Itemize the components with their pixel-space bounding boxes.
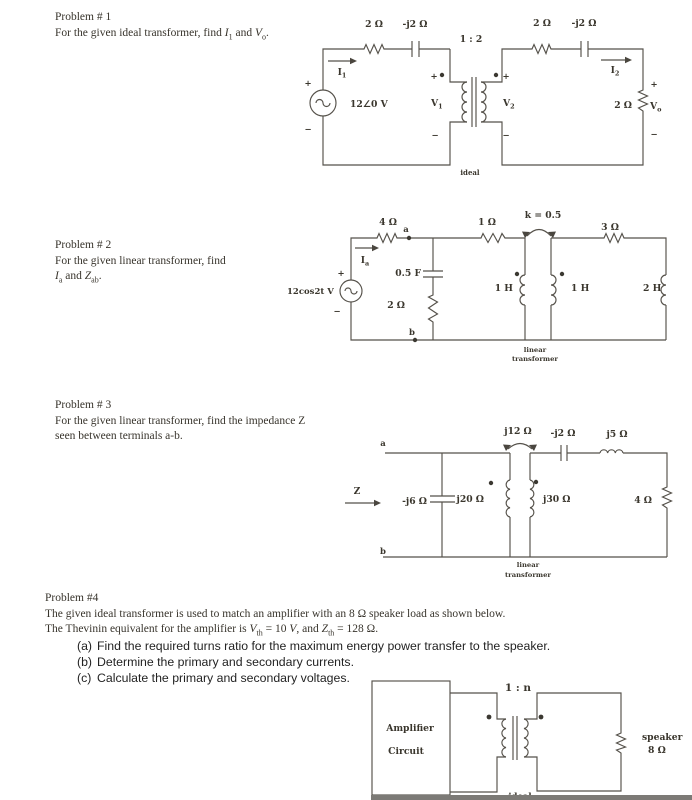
current-arrow-icon xyxy=(328,57,632,64)
svg-text:2 Ω: 2 Ω xyxy=(614,100,632,111)
problem4-text xyxy=(45,591,550,686)
svg-text:V2: $V_2$ xyxy=(503,98,515,111)
resistor-icon xyxy=(375,234,627,326)
svg-text:−: − xyxy=(431,131,439,141)
svg-text:Ia: $I_a$ xyxy=(360,255,370,268)
circuit1-ideal-transformer xyxy=(295,5,692,180)
svg-text:ideal: ideal xyxy=(460,168,480,177)
svg-text:j5 Ω: j5 Ω xyxy=(606,429,628,440)
coupling-arrow-icon xyxy=(522,230,556,239)
inductor-icon xyxy=(600,450,623,453)
problem1-text xyxy=(55,10,269,41)
svg-text:-j2 Ω: -j2 Ω xyxy=(550,428,576,439)
resistor-icon xyxy=(663,485,672,510)
amplifier-box xyxy=(372,681,450,795)
svg-text:j12 Ω: j12 Ω xyxy=(504,426,532,437)
current-arrow-icon xyxy=(355,245,379,251)
wires xyxy=(450,693,621,792)
problem3-title: Problem # 3 xyxy=(55,399,112,411)
svg-text:4 Ω: 4 Ω xyxy=(379,217,397,228)
circuit4-speaker-matching xyxy=(365,675,692,800)
svg-text:+: + xyxy=(304,79,312,89)
svg-text:12cos2t V: 12cos2t V xyxy=(287,287,334,297)
problem1-desc: For the given ideal transformer, find $I_1$ and $V_o$. xyxy=(55,26,269,41)
svg-text:−: − xyxy=(333,307,341,317)
list-item: (c) Calculate the primary and secondary voltages. xyxy=(77,671,350,686)
svg-text:a: a xyxy=(380,439,386,449)
ac-source-icon xyxy=(340,280,362,302)
capacitor-icon xyxy=(423,271,443,277)
impedance-arrow-icon xyxy=(345,500,381,506)
svg-text:Z: Z xyxy=(353,486,361,497)
problem2-desc1: For the given linear transformer, find xyxy=(55,254,226,267)
scan-edge-bar xyxy=(371,795,692,800)
circuit3-labels xyxy=(354,426,652,579)
svg-text:1 H: 1 H xyxy=(571,283,590,294)
svg-text:−: − xyxy=(304,125,312,135)
svg-text:2 Ω: 2 Ω xyxy=(533,18,551,29)
problem3-desc2: seen between terminals a-b. xyxy=(55,430,183,442)
coupling-arrow-icon xyxy=(503,444,537,452)
svg-text:2 Ω: 2 Ω xyxy=(387,300,405,311)
inductor-icon xyxy=(661,275,666,305)
svg-text:linear: linear xyxy=(516,561,540,569)
transformer-icon xyxy=(489,480,538,517)
circuit2-linear-transformer xyxy=(285,195,692,365)
svg-text:speaker: speaker xyxy=(642,732,683,743)
svg-text:3 Ω: 3 Ω xyxy=(601,222,619,233)
svg-text:k = 0.5: k = 0.5 xyxy=(524,210,562,221)
svg-text:linear: linear xyxy=(523,346,547,354)
svg-text:1 Ω: 1 Ω xyxy=(478,217,496,228)
svg-text:j20 Ω: j20 Ω xyxy=(456,494,484,505)
problem1-title: Problem # 1 xyxy=(55,11,112,23)
resistor-icon xyxy=(617,731,626,755)
svg-text:-j6 Ω: -j6 Ω xyxy=(402,496,427,507)
svg-text:1 : 2: 1 : 2 xyxy=(459,34,483,45)
circuit3-linear-transformer xyxy=(330,415,692,585)
ac-source-icon xyxy=(310,90,336,116)
svg-text:4 Ω: 4 Ω xyxy=(634,495,652,506)
svg-text:-j2 Ω: -j2 Ω xyxy=(402,19,428,30)
transformer-icon xyxy=(487,715,544,760)
svg-text:2 H: 2 H xyxy=(643,283,662,294)
svg-text:I2: $I_2$ xyxy=(610,65,620,78)
list-item: (a) Find the required turns ratio for the maximum energy power transfer to the speaker. xyxy=(77,638,551,653)
svg-text:+: + xyxy=(650,80,658,90)
circuit4-labels xyxy=(385,682,682,800)
svg-text:1 : n: 1 : n xyxy=(504,682,532,694)
svg-text:−: − xyxy=(650,130,658,140)
svg-text:a: a xyxy=(403,225,409,235)
svg-text:8 Ω: 8 Ω xyxy=(648,745,666,756)
svg-text:transformer: transformer xyxy=(504,571,552,579)
svg-text:I1: $I_1$ xyxy=(337,67,347,80)
transformer-icon xyxy=(440,73,498,127)
problem3-desc1: For the given linear transformer, find the impedance Z xyxy=(55,414,306,427)
svg-text:b: b xyxy=(409,328,415,338)
problem2-title: Problem # 2 xyxy=(55,239,112,251)
svg-text:+: + xyxy=(337,269,345,279)
problem2-text xyxy=(55,238,226,285)
svg-text:b: b xyxy=(380,547,386,557)
svg-text:+: + xyxy=(430,72,438,82)
svg-text:−: − xyxy=(502,131,510,141)
svg-text:0.5 F: 0.5 F xyxy=(395,268,421,279)
transformer-icon xyxy=(515,272,564,305)
problem3-text xyxy=(55,398,305,445)
problem4-title: Problem #4 xyxy=(45,592,99,604)
svg-text:1 H: 1 H xyxy=(494,283,513,294)
svg-text:V1: $V_1$ xyxy=(431,98,443,111)
svg-text:+: + xyxy=(502,72,510,82)
problem2-desc2: $I_a$ and $Z_{ab}$. xyxy=(55,270,102,285)
svg-text:12∠0 V: 12∠0 V xyxy=(350,99,388,110)
problem4-line1: The given ideal transformer is used to match an amplifier with an 8 Ω speaker load as shown below. xyxy=(45,607,506,620)
svg-text:Amplifier: Amplifier xyxy=(386,723,434,734)
node-markers xyxy=(407,236,417,342)
svg-text:Vo: $V_o$ xyxy=(650,101,662,114)
svg-text:j30 Ω: j30 Ω xyxy=(543,494,571,505)
svg-text:Circuit: Circuit xyxy=(388,746,424,757)
circuit1-labels xyxy=(304,18,662,177)
problem4-line2: The Thevinin equivalent for the amplifier is $V_{th} = 10$ V, and $Z_{th} = 128$ Ω. xyxy=(45,623,379,638)
svg-text:-j2 Ω: -j2 Ω xyxy=(571,18,597,29)
list-item: (b) Determine the primary and secondary currents. xyxy=(77,654,354,669)
svg-text:transformer: transformer xyxy=(511,355,559,363)
svg-text:2 Ω: 2 Ω xyxy=(365,19,383,30)
